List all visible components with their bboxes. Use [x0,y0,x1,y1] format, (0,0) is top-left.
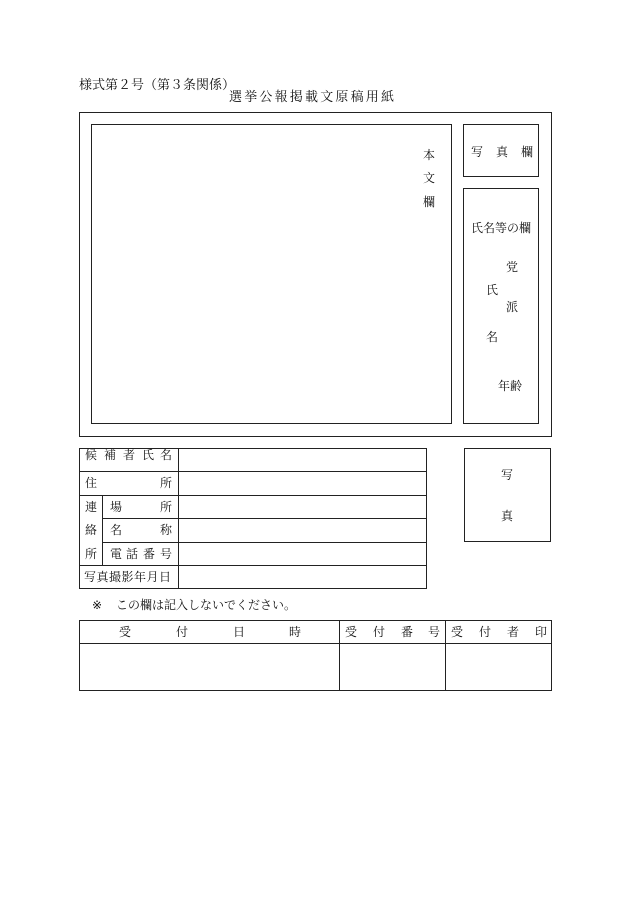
photo-column-char-1: 写 [471,145,484,159]
photo-column-char-3: 欄 [521,145,534,159]
photo-date-label: 写真撮影年月日 [84,570,172,584]
receipt-number-char-1: 受 [345,625,358,639]
photo-box-char-2: 真 [501,509,514,523]
body-column-char-2: 文 [423,171,436,185]
form-label: 様式第２号（第３条関係） [79,78,236,93]
notice-mark: ※ [92,598,103,612]
party-label-char-2: 派 [506,300,519,314]
receipt-seal-char-1: 受 [451,625,464,639]
receipt-seal-char-3: 者 [507,625,520,639]
contact-group-char-1: 連 [85,500,98,514]
receipt-datetime-char-1: 受 [119,625,132,639]
receipt-datetime-char-2: 付 [176,625,189,639]
candidate-name-char-5: 名 [160,448,173,462]
receipt-number-char-3: 番 [401,625,414,639]
contact-group-char-2: 絡 [85,523,98,537]
candidate-name-char-1: 候 [85,448,98,462]
address-char-1: 住 [85,476,98,490]
name-label-char-1: 氏 [486,283,499,297]
contact-group-char-3: 所 [85,547,98,561]
candidate-name-char-2: 補 [104,448,117,462]
contact-name-char-2: 称 [160,523,173,537]
body-column-char-3: 欄 [423,195,436,209]
receipt-datetime-char-4: 時 [289,625,302,639]
age-label: 年齢 [498,379,523,393]
name-label-char-2: 名 [486,330,499,344]
photo-box-char-1: 写 [501,468,514,482]
receipt-number-field[interactable] [340,644,444,690]
receipt-datetime-field[interactable] [80,644,338,690]
candidate-name-field[interactable] [179,449,426,471]
candidate-name-char-4: 氏 [142,448,155,462]
receipt-number-char-4: 号 [428,625,441,639]
receipt-seal-field[interactable] [446,644,551,690]
address-char-2: 所 [160,476,173,490]
contact-place-char-2: 所 [160,500,173,514]
candidate-name-char-3: 者 [123,448,136,462]
name-section-heading: 氏名等の欄 [471,221,532,235]
form-title [229,90,397,105]
receipt-number-char-2: 付 [373,625,386,639]
contact-phone-field[interactable] [179,543,426,565]
body-column-char-1: 本 [423,148,436,162]
party-label-char-1: 党 [506,260,519,274]
receipt-seal-char-2: 付 [479,625,492,639]
title-text: 選挙公報掲載文原稿用紙 [229,90,397,105]
contact-phone-char-3: 番 [143,547,156,561]
notice-text: この欄は記入しないでください。 [116,598,297,612]
contact-place-char-1: 場 [110,500,123,514]
photo-box[interactable] [464,448,551,542]
photo-date-field[interactable] [179,566,426,588]
contact-name-field[interactable] [179,519,426,542]
contact-phone-char-2: 話 [126,547,139,561]
body-text-area[interactable] [91,124,452,424]
contact-phone-char-1: 電 [110,547,123,561]
photo-column-char-2: 真 [496,145,509,159]
receipt-seal-char-4: 印 [535,625,548,639]
contact-phone-char-4: 号 [160,547,173,561]
address-field[interactable] [179,472,426,495]
contact-place-field[interactable] [179,496,426,518]
contact-group-divider [102,495,103,565]
contact-name-char-1: 名 [110,523,123,537]
receipt-datetime-char-3: 日 [233,625,246,639]
